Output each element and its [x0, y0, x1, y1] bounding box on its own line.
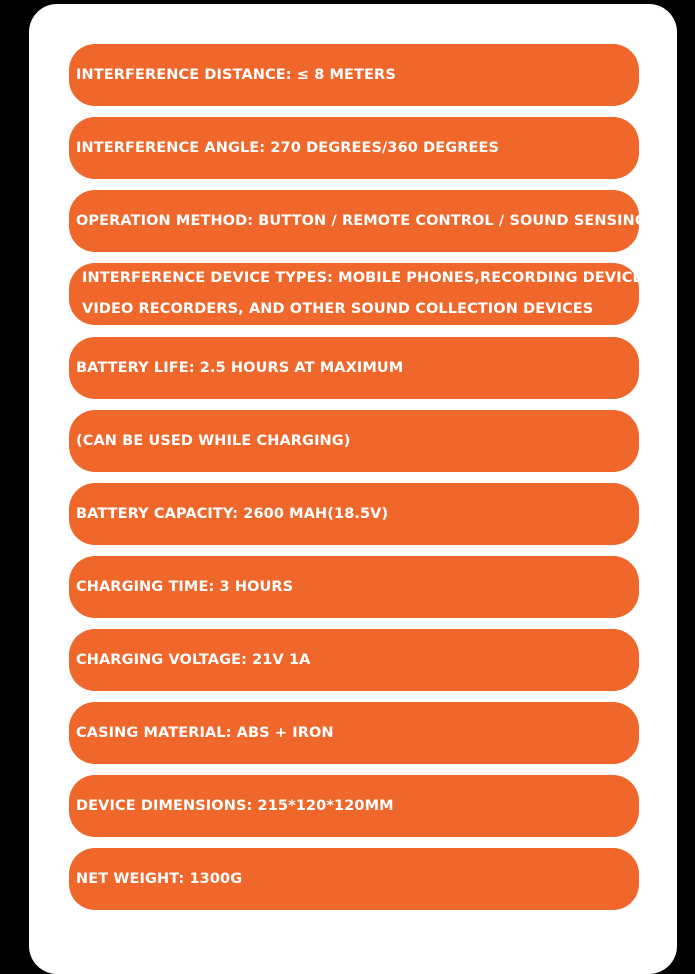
- spec-interference-distance: INTERFERENCE DISTANCE: ≤ 8 METERS: [69, 44, 639, 106]
- spec-operation-method: OPERATION METHOD: BUTTON / REMOTE CONTROL / SOUND SENSING: [69, 190, 639, 252]
- spec-charging-note: (CAN BE USED WHILE CHARGING): [69, 410, 639, 472]
- spec-interference-device-types: [69, 263, 659, 325]
- spec-battery-capacity: BATTERY CAPACITY: 2600 MAH(18.5V): [69, 483, 639, 545]
- spec-interference-angle: INTERFERENCE ANGLE: 270 DEGREES/360 DEGREES: [69, 117, 639, 179]
- spec-casing-material: CASING MATERIAL: ABS + IRON: [69, 702, 639, 764]
- spec-charging-voltage: CHARGING VOLTAGE: 21V 1A: [69, 629, 639, 691]
- spec-device-dimensions: DEVICE DIMENSIONS: 215*120*120MM: [69, 775, 639, 837]
- spec-line-1: INTERFERENCE DEVICE TYPES: MOBILE PHONES,RECORDING DEVICES,: [82, 270, 659, 286]
- spec-battery-life: BATTERY LIFE: 2.5 HOURS AT MAXIMUM: [69, 337, 639, 399]
- spec-net-weight: NET WEIGHT: 1300G: [69, 848, 639, 910]
- spec-charging-time: CHARGING TIME: 3 HOURS: [69, 556, 639, 618]
- spec-line-2: VIDEO RECORDERS, AND OTHER SOUND COLLECTION DEVICES: [82, 301, 594, 317]
